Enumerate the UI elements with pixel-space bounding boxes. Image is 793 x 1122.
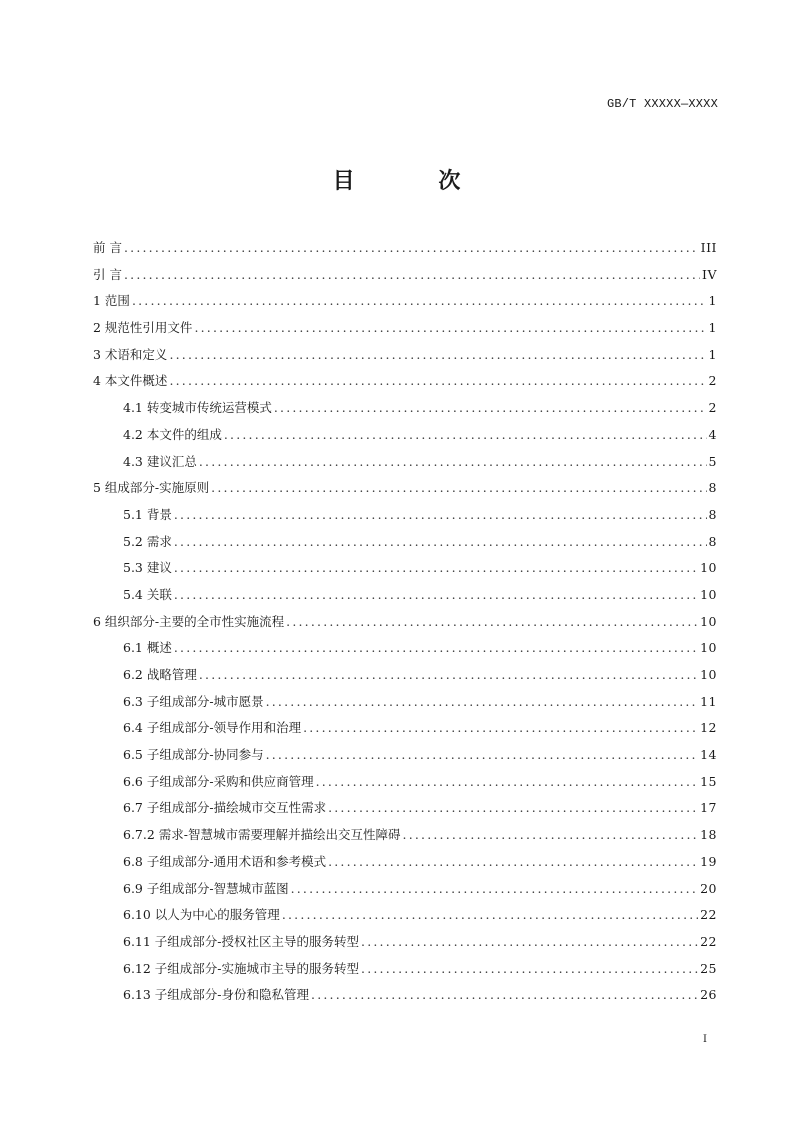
toc-entry[interactable]: [93, 825, 717, 852]
toc-entry-page: 26: [700, 987, 717, 1003]
toc-entry-page: 20: [700, 880, 717, 896]
toc-entry-page: 10: [700, 667, 717, 682]
toc-entry[interactable]: [93, 558, 717, 585]
toc-entry-title: 6.2 战略管理: [123, 667, 197, 682]
toc-entry-page: 2: [708, 373, 717, 389]
toc-entry-page: 10: [700, 613, 717, 629]
toc-entry-page: 25: [700, 960, 717, 976]
dot-leader: [211, 480, 706, 495]
toc-entry-page: 8: [708, 480, 717, 496]
toc-entry-page: 17: [700, 800, 717, 816]
dot-leader: [403, 827, 699, 842]
toc-entry[interactable]: [93, 532, 717, 559]
toc-entry-title: 6 组织部分-主要的全市性实施流程: [93, 613, 285, 629]
toc-entry-title: 6.12 子组成部分-实施城市主导的服务转型: [123, 960, 360, 976]
toc-entry-page: 22: [700, 933, 717, 949]
toc-entry-title: 5.3 建议: [123, 560, 172, 576]
toc-entry[interactable]: [93, 371, 717, 398]
dot-leader: [328, 854, 698, 869]
dot-leader: [361, 961, 698, 976]
page-title: 目 次: [332, 169, 499, 194]
toc-entry[interactable]: [93, 932, 717, 959]
dot-leader: [361, 934, 698, 949]
toc-entry[interactable]: [93, 665, 717, 692]
toc-entry-title: 6.13 子组成部分-身份和隐私管理: [123, 987, 310, 1003]
toc-entry[interactable]: [93, 265, 717, 292]
toc-entry-page: 8: [708, 506, 717, 522]
toc-entry-page: 1: [708, 320, 717, 336]
toc-entry-title: 2 规范性引用文件: [93, 320, 193, 336]
toc-entry-page: IV: [702, 266, 717, 282]
standard-code: GB/T XXXXX—XXXX: [606, 97, 718, 111]
toc-entry-page: III: [700, 240, 717, 255]
toc-entry-title: 6.1 概述: [123, 640, 172, 656]
toc-entry[interactable]: [93, 398, 717, 425]
dot-leader: [291, 881, 699, 896]
toc-entry-page: 12: [700, 720, 717, 736]
toc-entry-page: 8: [708, 533, 717, 549]
toc-entry-page: 5: [708, 453, 717, 469]
toc-entry[interactable]: [93, 772, 717, 799]
toc-entry[interactable]: [93, 452, 717, 479]
toc-entry-title: 6.6 子组成部分-采购和供应商管理: [123, 773, 314, 789]
dot-leader: [303, 720, 698, 735]
toc-entry-page: 19: [700, 853, 717, 869]
toc-entry-page: 14: [700, 747, 717, 763]
dot-leader: [194, 320, 706, 335]
toc-entry-title: 4 本文件概述: [93, 373, 168, 389]
toc-entry-title: 6.11 子组成部分-授权社区主导的服务转型: [123, 933, 360, 949]
toc-entry[interactable]: [93, 879, 717, 906]
page-number: I: [703, 1034, 707, 1045]
table-of-contents: [93, 238, 717, 1012]
dot-leader: [169, 347, 706, 362]
toc-entry-page: 4: [708, 426, 717, 442]
toc-entry[interactable]: [93, 745, 717, 772]
dot-leader: [199, 667, 698, 682]
toc-entry[interactable]: [93, 638, 717, 665]
dot-leader: [174, 507, 707, 522]
dot-leader: [311, 987, 698, 1002]
toc-entry-title: 4.3 建议汇总: [123, 453, 197, 469]
toc-entry-page: 2: [708, 400, 717, 416]
dot-leader: [124, 240, 699, 255]
toc-entry[interactable]: [93, 612, 717, 639]
toc-entry-title: 6.8 子组成部分-通用术语和参考模式: [123, 853, 327, 869]
toc-entry[interactable]: [93, 345, 717, 372]
toc-entry-title: 6.3 子组成部分-城市愿景: [123, 693, 264, 709]
toc-entry[interactable]: [93, 478, 717, 505]
toc-entry-title: 1 范围: [93, 293, 130, 309]
dot-leader: [174, 640, 698, 655]
toc-entry[interactable]: [93, 692, 717, 719]
toc-entry-title: 6.4 子组成部分-领导作用和治理: [123, 720, 302, 736]
toc-entry-title: 6.7.2 需求-智慧城市需要理解并描绘出交互性障碍: [123, 827, 401, 843]
dot-leader: [328, 800, 698, 815]
toc-entry-title: 引 言: [93, 266, 122, 282]
toc-entry-page: 18: [700, 827, 717, 843]
toc-entry[interactable]: [93, 318, 717, 345]
dot-leader: [282, 907, 698, 922]
dot-leader: [199, 454, 707, 469]
toc-entry-page: 11: [700, 693, 717, 709]
toc-entry-title: 前 言: [93, 240, 122, 255]
dot-leader: [174, 534, 707, 549]
toc-entry-page: 1: [708, 346, 717, 362]
toc-entry-title: 6.9 子组成部分-智慧城市蓝图: [123, 880, 289, 896]
dot-leader: [174, 560, 698, 575]
dot-leader: [286, 614, 698, 629]
toc-entry-title: 4.1 转变城市传统运营模式: [123, 400, 272, 416]
toc-entry[interactable]: [93, 585, 717, 612]
toc-entry[interactable]: [93, 959, 717, 986]
toc-entry[interactable]: [93, 505, 717, 532]
dot-leader: [316, 774, 699, 789]
toc-entry-title: 5 组成部分-实施原则: [93, 480, 210, 496]
toc-entry-title: 6.10 以人为中心的服务管理: [123, 907, 280, 923]
toc-entry-title: 4.2 本文件的组成: [123, 426, 222, 442]
dot-leader: [224, 427, 707, 442]
toc-entry[interactable]: [93, 985, 717, 1012]
toc-entry-page: 22: [700, 907, 717, 923]
toc-entry-title: 5.1 背景: [123, 506, 172, 522]
toc-entry[interactable]: [93, 905, 717, 932]
toc-entry[interactable]: [93, 238, 717, 265]
toc-entry-title: 6.7 子组成部分-描绘城市交互性需求: [123, 800, 327, 816]
toc-entry-page: 1: [708, 293, 717, 309]
toc-entry-page: 10: [700, 586, 717, 602]
toc-entry[interactable]: [93, 852, 717, 879]
toc-entry[interactable]: [93, 718, 717, 745]
toc-entry[interactable]: [93, 798, 717, 825]
toc-entry-title: 3 术语和定义: [93, 346, 168, 362]
dot-leader: [174, 587, 698, 602]
toc-entry-page: 10: [700, 560, 717, 576]
toc-entry[interactable]: [93, 291, 717, 318]
toc-entry-title: 5.4 关联: [123, 586, 172, 602]
toc-entry-page: 10: [700, 640, 717, 656]
dot-leader: [132, 293, 707, 308]
toc-entry-page: 15: [700, 773, 717, 789]
dot-leader: [266, 747, 699, 762]
dot-leader: [274, 400, 707, 415]
dot-leader: [124, 267, 700, 282]
dot-leader: [169, 373, 706, 388]
toc-entry-title: 5.2 需求: [123, 533, 172, 549]
toc-entry[interactable]: [93, 425, 717, 452]
toc-entry-title: 6.5 子组成部分-协同参与: [123, 747, 264, 763]
dot-leader: [266, 694, 699, 709]
